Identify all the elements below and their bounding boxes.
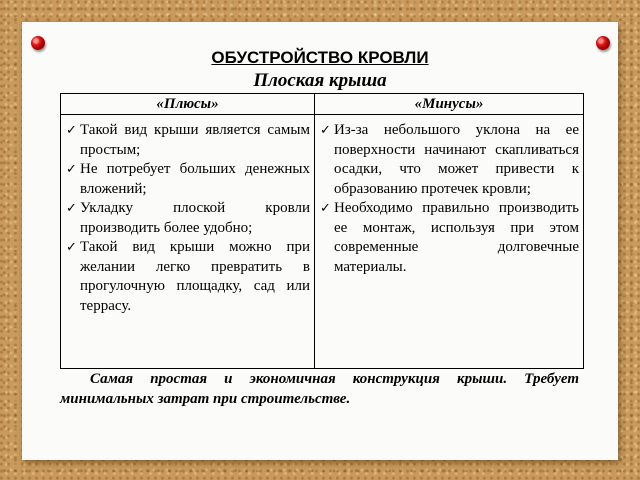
list-item: ✓ Такой вид крыши является самым простым;: [66, 122, 310, 158]
check-icon: ✓: [66, 201, 77, 216]
list-item: ✓ Не потребует больших денежных вложений;: [66, 161, 310, 197]
page-subtitle: Плоская крыша: [253, 70, 387, 91]
check-icon: ✓: [320, 123, 331, 138]
page-title: ОБУСТРОЙСТВО КРОВЛИ: [211, 48, 429, 67]
cons-header: «Минусы»: [315, 94, 584, 115]
pros-cell: [61, 115, 315, 369]
pros-header: «Плюсы»: [61, 94, 315, 115]
list-item: ✓ Такой вид крыши можно при желании легко превратить в прогулочную площадку, сад или террасу.: [66, 239, 310, 314]
cons-cell: [315, 115, 584, 369]
pros-list: [66, 121, 310, 316]
check-icon: ✓: [66, 162, 77, 177]
check-icon: ✓: [320, 201, 331, 216]
pros-cons-table: [60, 93, 584, 369]
check-icon: ✓: [66, 123, 77, 138]
cons-list: [320, 121, 579, 277]
conclusion-text: Самая простая и экономичная конструкция крыши. Требует минимальных затрат при строительстве.: [60, 371, 579, 407]
list-item: ✓ Необходимо правильно производить ее монтаж, используя при этом современные долговечные материалы.: [320, 200, 579, 275]
check-icon: ✓: [66, 240, 77, 255]
list-item: ✓ Из-за небольшого уклона на ее поверхности начинают скапливаться осадки, что может привести к образованию протечек кровли;: [320, 122, 579, 197]
list-item: ✓ Укладку плоской кровли производить более удобно;: [66, 200, 310, 236]
